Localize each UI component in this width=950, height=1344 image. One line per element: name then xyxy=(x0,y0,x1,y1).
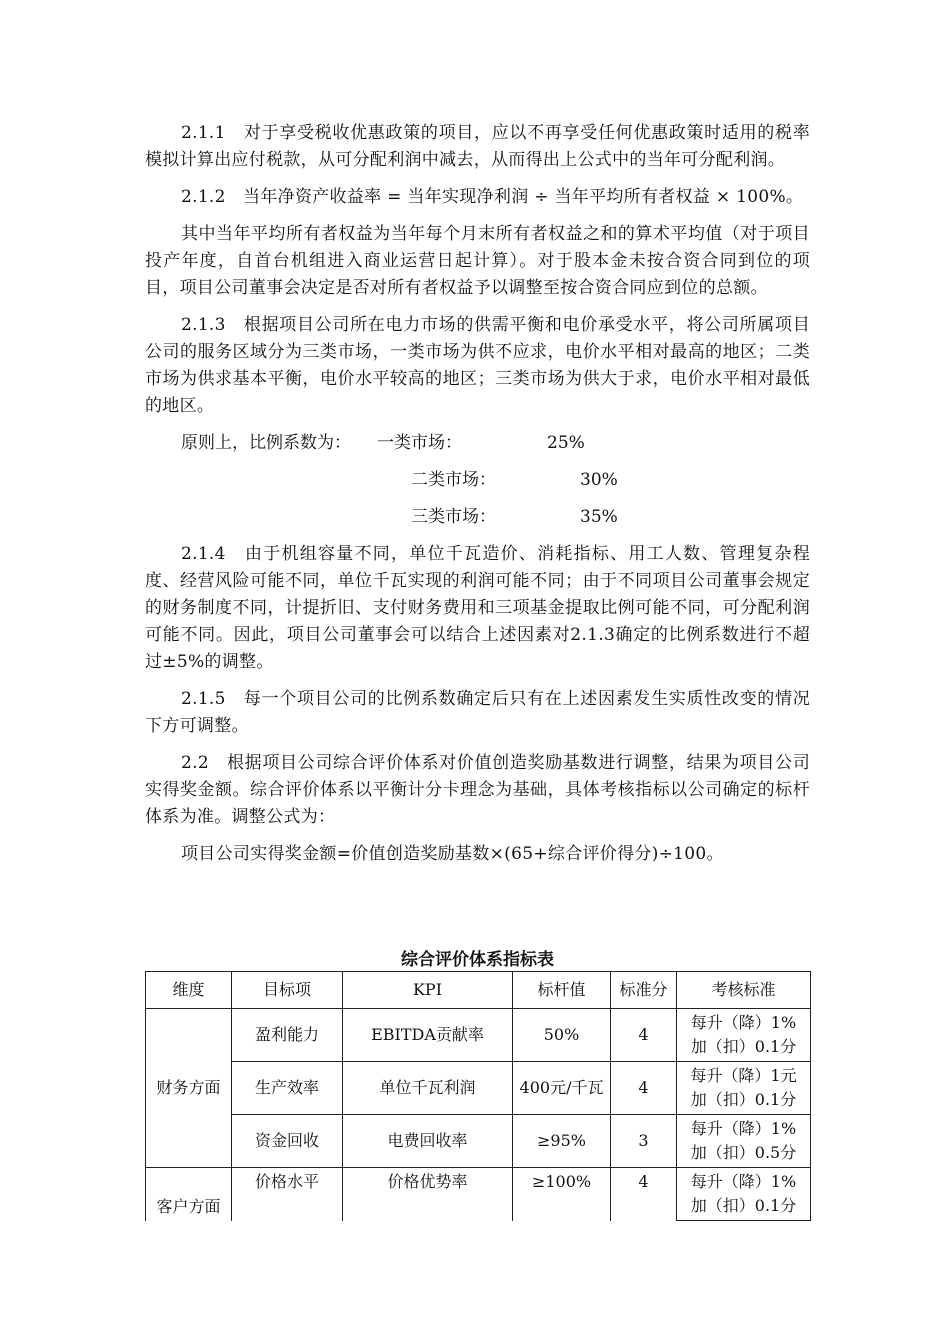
header-kpi: KPI xyxy=(343,972,513,1009)
ratio-row-3 xyxy=(145,504,810,541)
header-benchmark: 标杆值 xyxy=(513,972,611,1009)
table-row xyxy=(146,1168,811,1221)
table-row xyxy=(146,1062,811,1115)
dimension-cell: 财务方面 xyxy=(146,1009,232,1168)
kpi-cell: EBITDA贡献率 xyxy=(343,1009,513,1062)
paragraph-2-2: 2.2 根据项目公司综合评价体系对价值创造奖励基数进行调整，结果为项目公司实得奖金额。综合评价体系以平衡计分卡理念为基础，具体考核指标以公司确定的标杆体系为准。调整公式为： xyxy=(145,753,810,827)
ratio-market: 二类市场： xyxy=(411,470,496,490)
table-title: 综合评价体系指标表 xyxy=(401,950,554,970)
header-score: 标准分 xyxy=(611,972,677,1009)
table-row xyxy=(146,1115,811,1168)
paragraph-2-1-1: 2.1.1 对于享受税收优惠政策的项目，应以不再享受任何优惠政策时适用的税率模拟计算出应付税款，从可分配利润中减去，从而得出上公式中的当年可分配利润。 xyxy=(145,123,810,170)
kpi-cell: 单位千瓦利润 xyxy=(343,1062,513,1115)
dimension-cell: 客户方面 xyxy=(146,1168,232,1221)
paragraph-2-1-2: 2.1.2 当年净资产收益率 = 当年实现净利润 ÷ 当年平均所有者权益 × 100%。 xyxy=(181,187,804,207)
ratio-value: 30% xyxy=(580,470,618,490)
header-standard: 考核标准 xyxy=(677,972,811,1009)
paragraph-2-1-4: 2.1.4 由于机组容量不同，单位千瓦造价、消耗指标、用工人数、管理复杂程度、经营风险可能不同，单位千瓦实现的利润可能不同；由于不同项目公司董事会规定的财务制度不同，计提折旧、支付财务费用和三项基金提取比例可能不同，可分配利润可能不同。因此，项目公司董事会可以结合上述因素对2.1.3确定的比例系数进行不超过±5%的调整。 xyxy=(145,544,810,672)
score-cell: 4 xyxy=(611,1168,677,1221)
ratio-value: 35% xyxy=(580,507,618,527)
score-cell: 3 xyxy=(611,1115,677,1168)
header-dimension: 维度 xyxy=(146,972,232,1009)
paragraph-2-1-5: 2.1.5 每一个项目公司的比例系数确定后只有在上述因素发生实质性改变的情况下方可调整。 xyxy=(145,689,810,736)
standard-cell: 每升（降）1% 加（扣）0.5分 xyxy=(677,1115,811,1168)
table-row xyxy=(146,1009,811,1062)
ratio-row-1 xyxy=(145,430,810,467)
standard-cell: 每升（降）1% 加（扣）0.1分 xyxy=(677,1009,811,1062)
standard-cell: 每升（降）1% 加（扣）0.1分 xyxy=(677,1168,811,1221)
target-cell: 生产效率 xyxy=(232,1062,343,1115)
paragraph-2-1-3: 2.1.3 根据项目公司所在电力市场的供需平衡和电价承受水平，将公司所属项目公司的服务区域分为三类市场，一类市场为供不应求，电价水平相对最高的地区；二类市场为供求基本平衡，电价水平较高的地区；三类市场为供大于求，电价水平相对最低的地区。 xyxy=(145,315,810,416)
document-body xyxy=(145,120,810,878)
benchmark-cell: ≥100% xyxy=(513,1168,611,1221)
header-target: 目标项 xyxy=(232,972,343,1009)
standard-cell: 每升（降）1元 加（扣）0.1分 xyxy=(677,1062,811,1115)
kpi-table xyxy=(145,971,811,1221)
kpi-cell: 价格优势率 xyxy=(343,1168,513,1221)
formula: 项目公司实得奖金额=价值创造奖励基数×(65+综合评价得分)÷100。 xyxy=(181,844,724,864)
target-cell: 资金回收 xyxy=(232,1115,343,1168)
score-cell: 4 xyxy=(611,1062,677,1115)
ratio-market: 一类市场： xyxy=(377,433,462,453)
benchmark-cell: 50% xyxy=(513,1009,611,1062)
ratio-market: 三类市场： xyxy=(411,507,496,527)
target-cell: 价格水平 xyxy=(232,1168,343,1221)
ratio-row-2 xyxy=(145,467,810,504)
paragraph-owners-equity: 其中当年平均所有者权益为当年每个月末所有者权益之和的算术平均值（对于项目投产年度，自首台机组进入商业运营日起计算）。对于股本金未按合资合同到位的项目，项目公司董事会决定是否对所有者权益予以调整至按合资合同应到位的总额。 xyxy=(145,224,810,298)
benchmark-cell: ≥95% xyxy=(513,1115,611,1168)
table-header-row xyxy=(146,972,811,1009)
benchmark-cell: 400元/千瓦 xyxy=(513,1062,611,1115)
score-cell: 4 xyxy=(611,1009,677,1062)
target-cell: 盈利能力 xyxy=(232,1009,343,1062)
ratio-value: 25% xyxy=(547,433,585,453)
ratio-intro: 原则上，比例系数为： xyxy=(181,433,351,453)
kpi-cell: 电费回收率 xyxy=(343,1115,513,1168)
